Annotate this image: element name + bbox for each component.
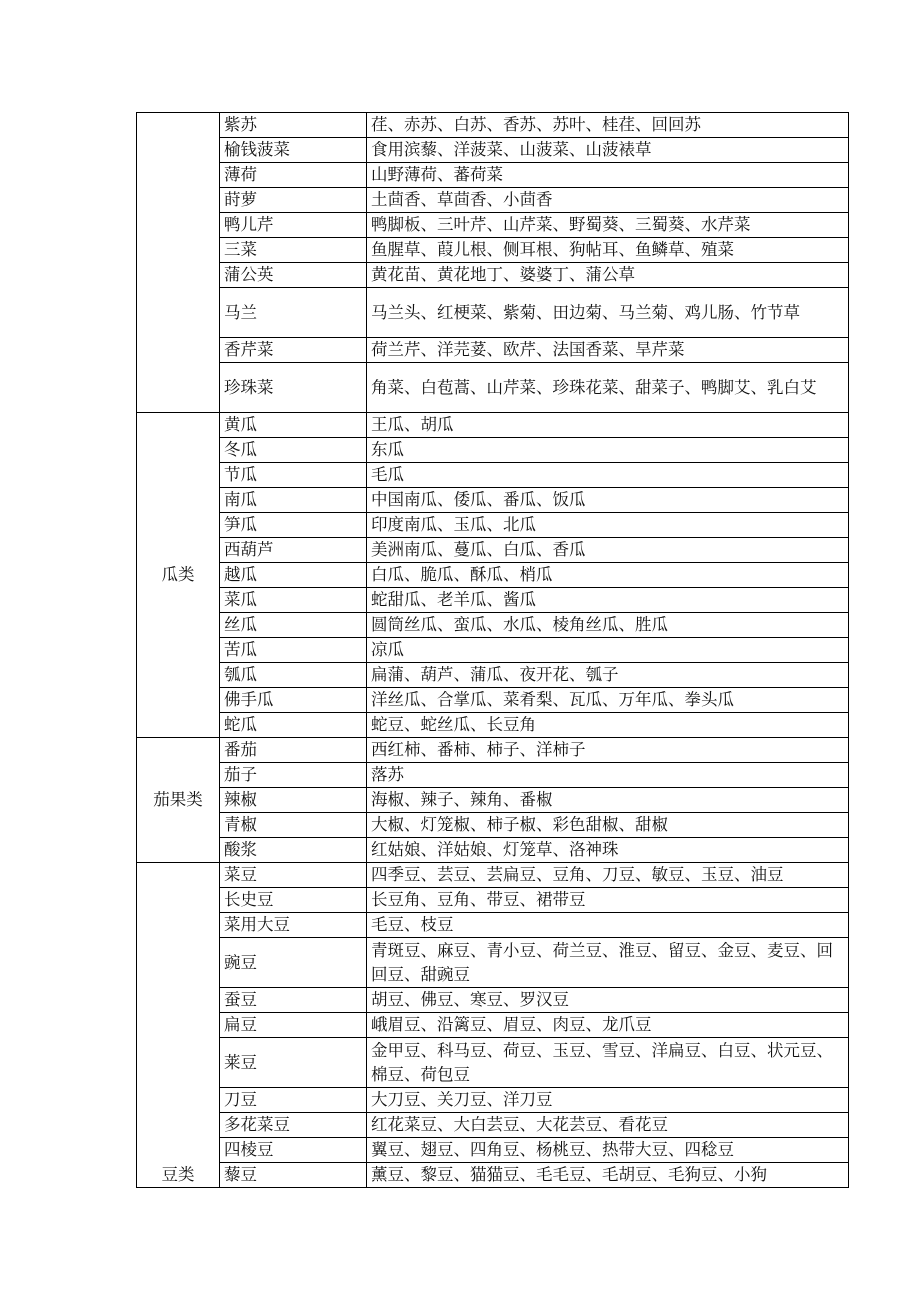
vegetable-name-cell: 丝瓜 bbox=[220, 613, 367, 638]
vegetable-name-cell: 菜瓜 bbox=[220, 588, 367, 613]
table-row bbox=[137, 688, 849, 713]
vegetable-name-cell: 蚕豆 bbox=[220, 988, 367, 1013]
table-row bbox=[137, 1163, 849, 1188]
alias-names-cell: 薰豆、黎豆、猫猫豆、毛毛豆、毛胡豆、毛狗豆、小狗 bbox=[367, 1163, 849, 1188]
alias-names-cell: 翼豆、翅豆、四角豆、杨桃豆、热带大豆、四稔豆 bbox=[367, 1138, 849, 1163]
table-row bbox=[137, 113, 849, 138]
vegetable-name-cell: 南瓜 bbox=[220, 488, 367, 513]
table-row bbox=[137, 838, 849, 863]
alias-names-cell: 毛豆、枝豆 bbox=[367, 913, 849, 938]
table-row bbox=[137, 188, 849, 213]
vegetable-name-cell: 菜用大豆 bbox=[220, 913, 367, 938]
alias-names-cell: 山野薄荷、蕃荷菜 bbox=[367, 163, 849, 188]
alias-names-cell: 印度南瓜、玉瓜、北瓜 bbox=[367, 513, 849, 538]
category-cell bbox=[137, 113, 220, 413]
table-row bbox=[137, 863, 849, 888]
table-row bbox=[137, 338, 849, 363]
table-row bbox=[137, 1088, 849, 1113]
alias-names-cell: 食用滨藜、洋菠菜、山菠菜、山菠裱草 bbox=[367, 138, 849, 163]
category-cell: 豆类 bbox=[137, 863, 220, 1188]
category-cell: 茄果类 bbox=[137, 738, 220, 863]
table-row bbox=[137, 988, 849, 1013]
table-row bbox=[137, 588, 849, 613]
vegetable-name-cell: 辣椒 bbox=[220, 788, 367, 813]
table-row bbox=[137, 1013, 849, 1038]
vegetable-name-cell: 青椒 bbox=[220, 813, 367, 838]
table-row bbox=[137, 1113, 849, 1138]
alias-names-cell: 西红柿、番柿、柿子、洋柿子 bbox=[367, 738, 849, 763]
table-row bbox=[137, 213, 849, 238]
alias-names-cell: 大椒、灯笼椒、柿子椒、彩色甜椒、甜椒 bbox=[367, 813, 849, 838]
vegetable-name-cell: 笋瓜 bbox=[220, 513, 367, 538]
vegetable-name-cell: 黄瓜 bbox=[220, 413, 367, 438]
alias-names-cell: 海椒、辣子、辣角、番椒 bbox=[367, 788, 849, 813]
alias-names-cell: 峨眉豆、沿篱豆、眉豆、肉豆、龙爪豆 bbox=[367, 1013, 849, 1038]
table-row bbox=[137, 563, 849, 588]
table-row bbox=[137, 663, 849, 688]
table-row bbox=[137, 1038, 849, 1088]
vegetable-name-cell: 长史豆 bbox=[220, 888, 367, 913]
vegetable-names-table bbox=[136, 112, 849, 1188]
table-row bbox=[137, 1138, 849, 1163]
table-row bbox=[137, 413, 849, 438]
alias-names-cell: 角菜、白苞蒿、山芹菜、珍珠花菜、甜菜子、鸭脚艾、乳白艾 bbox=[367, 363, 849, 413]
vegetable-name-cell: 菜豆 bbox=[220, 863, 367, 888]
alias-names-cell: 圆筒丝瓜、蛮瓜、水瓜、棱角丝瓜、胜瓜 bbox=[367, 613, 849, 638]
table-row bbox=[137, 913, 849, 938]
vegetable-name-cell: 番茄 bbox=[220, 738, 367, 763]
alias-names-cell: 大刀豆、关刀豆、洋刀豆 bbox=[367, 1088, 849, 1113]
vegetable-names-table-body bbox=[137, 113, 849, 1188]
alias-names-cell: 金甲豆、科马豆、荷豆、玉豆、雪豆、洋扁豆、白豆、状元豆、棉豆、荷包豆 bbox=[367, 1038, 849, 1088]
table-row bbox=[137, 363, 849, 413]
vegetable-name-cell: 蛇瓜 bbox=[220, 713, 367, 738]
alias-names-cell: 洋丝瓜、合掌瓜、菜肴梨、瓦瓜、万年瓜、拳头瓜 bbox=[367, 688, 849, 713]
category-cell: 瓜类 bbox=[137, 413, 220, 738]
vegetable-name-cell: 莱豆 bbox=[220, 1038, 367, 1088]
alias-names-cell: 马兰头、红梗菜、紫菊、田边菊、马兰菊、鸡儿肠、竹节草 bbox=[367, 288, 849, 338]
table-row bbox=[137, 613, 849, 638]
alias-names-cell: 红姑娘、洋姑娘、灯笼草、洛神珠 bbox=[367, 838, 849, 863]
alias-names-cell: 东瓜 bbox=[367, 438, 849, 463]
alias-names-cell: 蛇甜瓜、老羊瓜、酱瓜 bbox=[367, 588, 849, 613]
vegetable-name-cell: 藜豆 bbox=[220, 1163, 367, 1188]
table-row bbox=[137, 738, 849, 763]
table-row bbox=[137, 763, 849, 788]
vegetable-name-cell: 茄子 bbox=[220, 763, 367, 788]
table-row bbox=[137, 138, 849, 163]
alias-names-cell: 鸭脚板、三叶芹、山芹菜、野蜀葵、三蜀葵、水芹菜 bbox=[367, 213, 849, 238]
vegetable-name-cell: 苦瓜 bbox=[220, 638, 367, 663]
alias-names-cell: 凉瓜 bbox=[367, 638, 849, 663]
vegetable-name-cell: 香芹菜 bbox=[220, 338, 367, 363]
alias-names-cell: 长豆角、豆角、带豆、裙带豆 bbox=[367, 888, 849, 913]
table-row bbox=[137, 488, 849, 513]
vegetable-name-cell: 节瓜 bbox=[220, 463, 367, 488]
table-row bbox=[137, 888, 849, 913]
vegetable-name-cell: 瓠瓜 bbox=[220, 663, 367, 688]
alias-names-cell: 黄花苗、黄花地丁、婆婆丁、蒲公草 bbox=[367, 263, 849, 288]
vegetable-name-cell: 马兰 bbox=[220, 288, 367, 338]
alias-names-cell: 蛇豆、蛇丝瓜、长豆角 bbox=[367, 713, 849, 738]
vegetable-name-cell: 四棱豆 bbox=[220, 1138, 367, 1163]
table-row bbox=[137, 238, 849, 263]
vegetable-name-cell: 鸭儿芹 bbox=[220, 213, 367, 238]
alias-names-cell: 荷兰芹、洋芫荽、欧芹、法国香菜、旱芹菜 bbox=[367, 338, 849, 363]
table-row bbox=[137, 788, 849, 813]
vegetable-name-cell: 珍珠菜 bbox=[220, 363, 367, 413]
table-row bbox=[137, 288, 849, 338]
table-row bbox=[137, 163, 849, 188]
vegetable-name-cell: 多花菜豆 bbox=[220, 1113, 367, 1138]
alias-names-cell: 落苏 bbox=[367, 763, 849, 788]
vegetable-name-cell: 薄荷 bbox=[220, 163, 367, 188]
vegetable-name-cell: 刀豆 bbox=[220, 1088, 367, 1113]
table-row bbox=[137, 938, 849, 988]
alias-names-cell: 四季豆、芸豆、芸扁豆、豆角、刀豆、敏豆、玉豆、油豆 bbox=[367, 863, 849, 888]
vegetable-name-cell: 冬瓜 bbox=[220, 438, 367, 463]
alias-names-cell: 鱼腥草、葭儿根、侧耳根、狗帖耳、鱼鳞草、殖菜 bbox=[367, 238, 849, 263]
table-row bbox=[137, 263, 849, 288]
alias-names-cell: 荏、赤苏、白苏、香苏、苏叶、桂荏、回回苏 bbox=[367, 113, 849, 138]
vegetable-name-cell: 榆钱菠菜 bbox=[220, 138, 367, 163]
vegetable-name-cell: 蒲公英 bbox=[220, 263, 367, 288]
vegetable-name-cell: 扁豆 bbox=[220, 1013, 367, 1038]
alias-names-cell: 青斑豆、麻豆、青小豆、荷兰豆、淮豆、留豆、金豆、麦豆、回回豆、甜豌豆 bbox=[367, 938, 849, 988]
vegetable-name-cell: 越瓜 bbox=[220, 563, 367, 588]
vegetable-name-cell: 豌豆 bbox=[220, 938, 367, 988]
alias-names-cell: 胡豆、佛豆、寒豆、罗汉豆 bbox=[367, 988, 849, 1013]
vegetable-name-cell: 紫苏 bbox=[220, 113, 367, 138]
table-row bbox=[137, 538, 849, 563]
alias-names-cell: 毛瓜 bbox=[367, 463, 849, 488]
vegetable-name-cell: 佛手瓜 bbox=[220, 688, 367, 713]
alias-names-cell: 中国南瓜、倭瓜、番瓜、饭瓜 bbox=[367, 488, 849, 513]
alias-names-cell: 扁蒲、葫芦、蒲瓜、夜开花、瓠子 bbox=[367, 663, 849, 688]
table-row bbox=[137, 513, 849, 538]
table-row bbox=[137, 463, 849, 488]
alias-names-cell: 白瓜、脆瓜、酥瓜、梢瓜 bbox=[367, 563, 849, 588]
vegetable-name-cell: 莳萝 bbox=[220, 188, 367, 213]
table-row bbox=[137, 438, 849, 463]
table-row bbox=[137, 638, 849, 663]
vegetable-name-cell: 三菜 bbox=[220, 238, 367, 263]
alias-names-cell: 红花菜豆、大白芸豆、大花芸豆、看花豆 bbox=[367, 1113, 849, 1138]
alias-names-cell: 土茴香、草茴香、小茴香 bbox=[367, 188, 849, 213]
table-row bbox=[137, 713, 849, 738]
alias-names-cell: 王瓜、胡瓜 bbox=[367, 413, 849, 438]
table-row bbox=[137, 813, 849, 838]
vegetable-name-cell: 西葫芦 bbox=[220, 538, 367, 563]
alias-names-cell: 美洲南瓜、蔓瓜、白瓜、香瓜 bbox=[367, 538, 849, 563]
vegetable-name-cell: 酸浆 bbox=[220, 838, 367, 863]
